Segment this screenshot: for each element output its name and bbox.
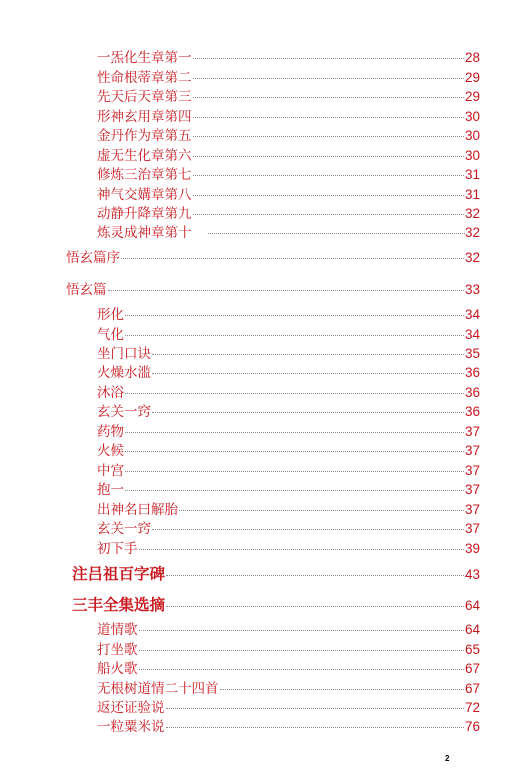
- dot-leader: [152, 412, 464, 413]
- dot-leader: [152, 529, 464, 530]
- toc-entry-title: 无根树道情二十四首: [97, 681, 219, 697]
- dot-leader: [121, 258, 464, 259]
- toc-entry-page: 37: [464, 521, 480, 536]
- toc-entry[interactable]: [97, 361, 480, 381]
- toc-entry[interactable]: [97, 657, 480, 677]
- toc-entry[interactable]: [97, 303, 480, 323]
- dot-leader: [125, 393, 464, 394]
- toc-entry[interactable]: [97, 105, 480, 125]
- toc-entry-page: 30: [464, 128, 480, 143]
- dot-leader: [193, 117, 464, 118]
- toc-entry-page: 35: [464, 346, 480, 361]
- toc-entry-page: 36: [464, 365, 480, 380]
- dot-leader: [125, 471, 464, 472]
- toc-entry[interactable]: [97, 459, 480, 479]
- toc-entry[interactable]: [97, 342, 480, 362]
- toc-entry-title: 一粒粟米说: [97, 719, 165, 735]
- toc-entry-page: 76: [464, 719, 480, 734]
- toc-entry[interactable]: [97, 66, 480, 86]
- toc-entry-title: 悟玄篇: [66, 282, 107, 298]
- toc-entry-page: 30: [464, 148, 480, 163]
- toc-entry-title: 打坐歌: [97, 642, 138, 658]
- toc-entry[interactable]: [97, 124, 480, 144]
- dot-leader: [193, 175, 464, 176]
- dot-leader: [220, 689, 464, 690]
- toc-entry-page: 67: [464, 681, 480, 696]
- toc-entry[interactable]: [97, 420, 480, 440]
- toc-entry-page: 31: [464, 167, 480, 182]
- toc-section-sanfeng[interactable]: [72, 593, 480, 615]
- toc-entry-title: 玄关一窍: [97, 521, 151, 537]
- dot-leader: [193, 214, 464, 215]
- toc-entry-title: 虚无生化章第六: [97, 148, 192, 164]
- toc-entry[interactable]: [97, 46, 480, 66]
- toc-entry-page: 36: [464, 404, 480, 419]
- dot-leader: [193, 58, 464, 59]
- dot-leader: [193, 97, 464, 98]
- toc-entry[interactable]: [97, 677, 480, 697]
- toc-entry-page: 32: [464, 250, 480, 265]
- toc-entry-title: 抱一: [97, 482, 124, 498]
- dot-leader: [166, 708, 464, 709]
- toc-entry[interactable]: [97, 696, 480, 716]
- toc-entry-page: 29: [464, 89, 480, 104]
- toc-entry[interactable]: [97, 715, 480, 735]
- toc-section-wuxuan[interactable]: [66, 278, 480, 298]
- dot-leader: [125, 451, 464, 452]
- toc-entry[interactable]: [97, 478, 480, 498]
- toc-entry-page: 34: [464, 327, 480, 342]
- toc-entry[interactable]: [97, 638, 480, 658]
- page-number: 2: [445, 754, 450, 763]
- toc-entry-title: 炼灵成神章第十: [97, 225, 192, 241]
- toc-entry-title: 修炼三治章第七: [97, 167, 192, 183]
- toc-entry-page: 37: [464, 482, 480, 497]
- toc-entry-title: 金丹作为章第五: [97, 128, 192, 144]
- toc-entry-title: 药物: [97, 424, 124, 440]
- toc-entry-page: 67: [464, 661, 480, 676]
- toc-entry[interactable]: [97, 144, 480, 164]
- toc-entry-title: 注吕祖百字碑: [72, 564, 166, 583]
- toc-entry[interactable]: [97, 517, 480, 537]
- toc-entry-page: 29: [464, 70, 480, 85]
- toc-entry-title: 返还证验说: [97, 700, 165, 716]
- toc-entry[interactable]: [97, 202, 480, 222]
- toc-entry-title: 气化: [97, 327, 124, 343]
- dot-leader: [125, 335, 464, 336]
- dot-leader: [192, 236, 465, 237]
- toc-entry-page: 33: [464, 282, 480, 297]
- dot-leader: [125, 490, 464, 491]
- toc-entry-page: 43: [464, 567, 480, 582]
- toc-entry-page: 37: [464, 424, 480, 439]
- dot-leader: [193, 195, 464, 196]
- toc-entry-title: 神气交媾章第八: [97, 187, 192, 203]
- toc-entry[interactable]: [97, 618, 480, 638]
- toc-section-preface[interactable]: [66, 246, 480, 266]
- dot-leader: [139, 650, 464, 651]
- dot-leader: [152, 354, 464, 355]
- toc-entry-page: 32: [464, 206, 480, 221]
- toc-entry[interactable]: [97, 221, 480, 241]
- toc-entry-page: 65: [464, 642, 480, 657]
- toc-entry-title: 先天后天章第三: [97, 89, 192, 105]
- toc-entry[interactable]: [97, 381, 480, 401]
- toc-entry[interactable]: [97, 163, 480, 183]
- toc-entry-title: 出神名曰解胎: [97, 502, 178, 518]
- toc-entry-title: 船火歌: [97, 661, 138, 677]
- toc-entry-title: 形神玄用章第四: [97, 109, 192, 125]
- toc-entry-title: 玄关一窍: [97, 404, 151, 420]
- toc-entry[interactable]: [97, 400, 480, 420]
- dot-leader: [125, 432, 464, 433]
- dot-leader: [166, 727, 464, 728]
- dot-leader: [193, 136, 464, 137]
- toc-entry-page: 39: [464, 541, 480, 556]
- toc-entry-page: 37: [464, 502, 480, 517]
- toc-entry[interactable]: [97, 183, 480, 203]
- toc-section-lvzu[interactable]: [72, 562, 480, 584]
- toc-entry-title: 初下手: [97, 541, 138, 557]
- toc-entry-page: 34: [464, 307, 480, 322]
- dot-leader: [179, 510, 464, 511]
- toc-entry-page: 32: [464, 225, 480, 240]
- dot-leader: [139, 549, 464, 550]
- toc-entry[interactable]: [97, 537, 480, 557]
- toc-entry-title: 火候: [97, 443, 124, 459]
- toc-entry-page: 36: [464, 385, 480, 400]
- toc-entry-title: 性命根蒂章第二: [97, 70, 192, 86]
- toc-entry-title: 三丰全集选摘: [72, 595, 166, 614]
- toc-entry-page: 64: [464, 622, 480, 637]
- dot-leader: [193, 156, 464, 157]
- toc-entry-title: 一炁化生章第一: [97, 50, 192, 66]
- dot-leader: [139, 630, 464, 631]
- toc-entry-page: 37: [464, 463, 480, 478]
- toc-entry-page: 72: [464, 700, 480, 715]
- dot-leader: [193, 78, 464, 79]
- toc-entry-page: 31: [464, 187, 480, 202]
- dot-leader: [166, 606, 464, 607]
- toc-entry-title: 道情歌: [97, 622, 138, 638]
- dot-leader: [125, 315, 464, 316]
- toc-entry-page: 28: [464, 50, 480, 65]
- toc-entry[interactable]: [97, 85, 480, 105]
- toc-entry-title: 形化: [97, 307, 124, 323]
- toc-entry-page: 37: [464, 443, 480, 458]
- toc-entry-title: 中宫: [97, 463, 124, 479]
- dot-leader: [108, 290, 464, 291]
- toc-entry[interactable]: [97, 498, 480, 518]
- dot-leader: [166, 575, 464, 576]
- toc-entry-page: 30: [464, 109, 480, 124]
- dot-leader: [139, 669, 464, 670]
- toc-entry[interactable]: [97, 439, 480, 459]
- toc-entry-title: 坐门口诀: [97, 346, 151, 362]
- toc-entry-title: 沐浴: [97, 385, 124, 401]
- toc-entry-page: 64: [464, 598, 480, 613]
- toc-entry-title: 火燥水滥: [97, 365, 151, 381]
- toc-entry-title: 动静升降章第九: [97, 206, 192, 222]
- toc-entry-title: 悟玄篇序: [66, 250, 120, 266]
- dot-leader: [152, 373, 464, 374]
- toc-entry[interactable]: [97, 323, 480, 343]
